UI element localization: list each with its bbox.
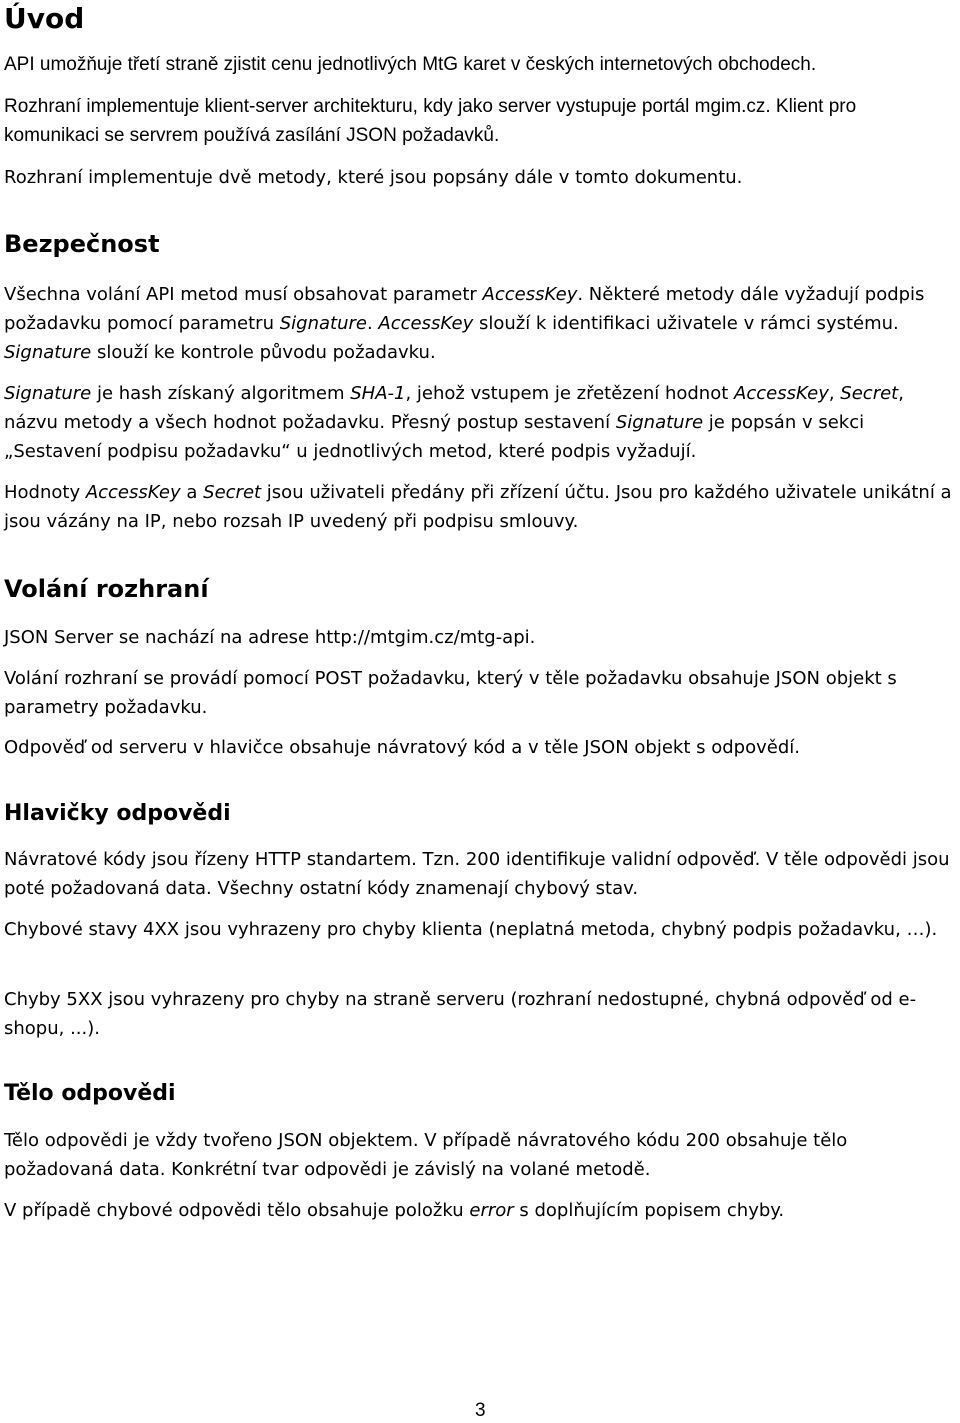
heading-uvod: Úvod — [4, 2, 85, 35]
telo-paragraph-2: V případě chybové odpovědi tělo obsahuje položku error s doplňujícím popisem chyby. — [4, 1200, 785, 1221]
bezpecnost-paragraph-2: Signature je hash získaný algoritmem SHA-1, jehož vstupem je zřetězení hodnot AccessKey, Secret, názvu metody a všech hodnot požadavku. Přesný postup sestavení Signature je popsán v sekci „Sestavení podpisu požadavku“ u jednotlivých metod, které podpis vyžadují. — [4, 383, 904, 462]
bezpecnost-paragraph-3: Hodnoty AccessKey a Secret jsou uživateli předány při zřízení účtu. Jsou pro každého uživatele unikátní a jsou vázány na IP, nebo rozsah IP uvedený při podpisu smlouvy. — [4, 482, 952, 532]
uvod-paragraph-2: Rozhraní implementuje klient-server architekturu, kdy jako server vystupuje portál mgim.cz. Klient pro komunikaci se servrem používá zasílání JSON požadavků. — [4, 96, 857, 146]
heading-hlavicky: Hlavičky odpovědi — [4, 801, 231, 826]
volani-paragraph-2: Volání rozhraní se provádí pomocí POST požadavku, který v těle požadavku obsahuje JSON objekt s parametry požadavku. — [4, 668, 897, 718]
page-number: 3 — [475, 1400, 486, 1421]
heading-bezpecnost: Bezpečnost — [4, 230, 160, 258]
volani-paragraph-3: Odpověď od serveru v hlavičce obsahuje návratový kód a v těle JSON objekt s odpovědí. — [4, 737, 800, 758]
volani-paragraph-1: JSON Server se nachází na adrese http://mtgim.cz/mtg-api. — [4, 627, 536, 648]
uvod-paragraph-3: Rozhraní implementuje dvě metody, které jsou popsány dále v tomto dokumentu. — [4, 167, 743, 188]
hlavicky-paragraph-3: Chyby 5XX jsou vyhrazeny pro chyby na straně serveru (rozhraní nedostupné, chybná odpověď od e-shopu, ...). — [4, 989, 917, 1039]
heading-volani: Volání rozhraní — [4, 575, 209, 603]
heading-telo: Tělo odpovědi — [4, 1081, 176, 1106]
hlavicky-paragraph-2: Chybové stavy 4XX jsou vyhrazeny pro chyby klienta (neplatná metoda, chybný podpis požadavku, …). — [4, 919, 938, 940]
bezpecnost-paragraph-1: Všechna volání API metod musí obsahovat parametr AccessKey. Některé metody dále vyžadují podpis požadavku pomocí parametru Signature. AccessKey slouží k identifikaci uživatele v rámci systému. Signature slouží ke kontrole původu požadavku. — [4, 284, 925, 363]
uvod-paragraph-1: API umožňuje třetí straně zjistit cenu jednotlivých MtG karet v českých internetových obchodech. — [4, 54, 817, 75]
telo-paragraph-1: Tělo odpovědi je vždy tvořeno JSON objektem. V případě návratového kódu 200 obsahuje tělo požadovaná data. Konkrétní tvar odpovědi je závislý na volané metodě. — [4, 1130, 848, 1180]
hlavicky-paragraph-1: Návratové kódy jsou řízeny HTTP standartem. Tzn. 200 identifikuje validní odpověď. V těle odpovědi jsou poté požadovaná data. Všechny ostatní kódy znamenají chybový stav. — [4, 849, 950, 899]
